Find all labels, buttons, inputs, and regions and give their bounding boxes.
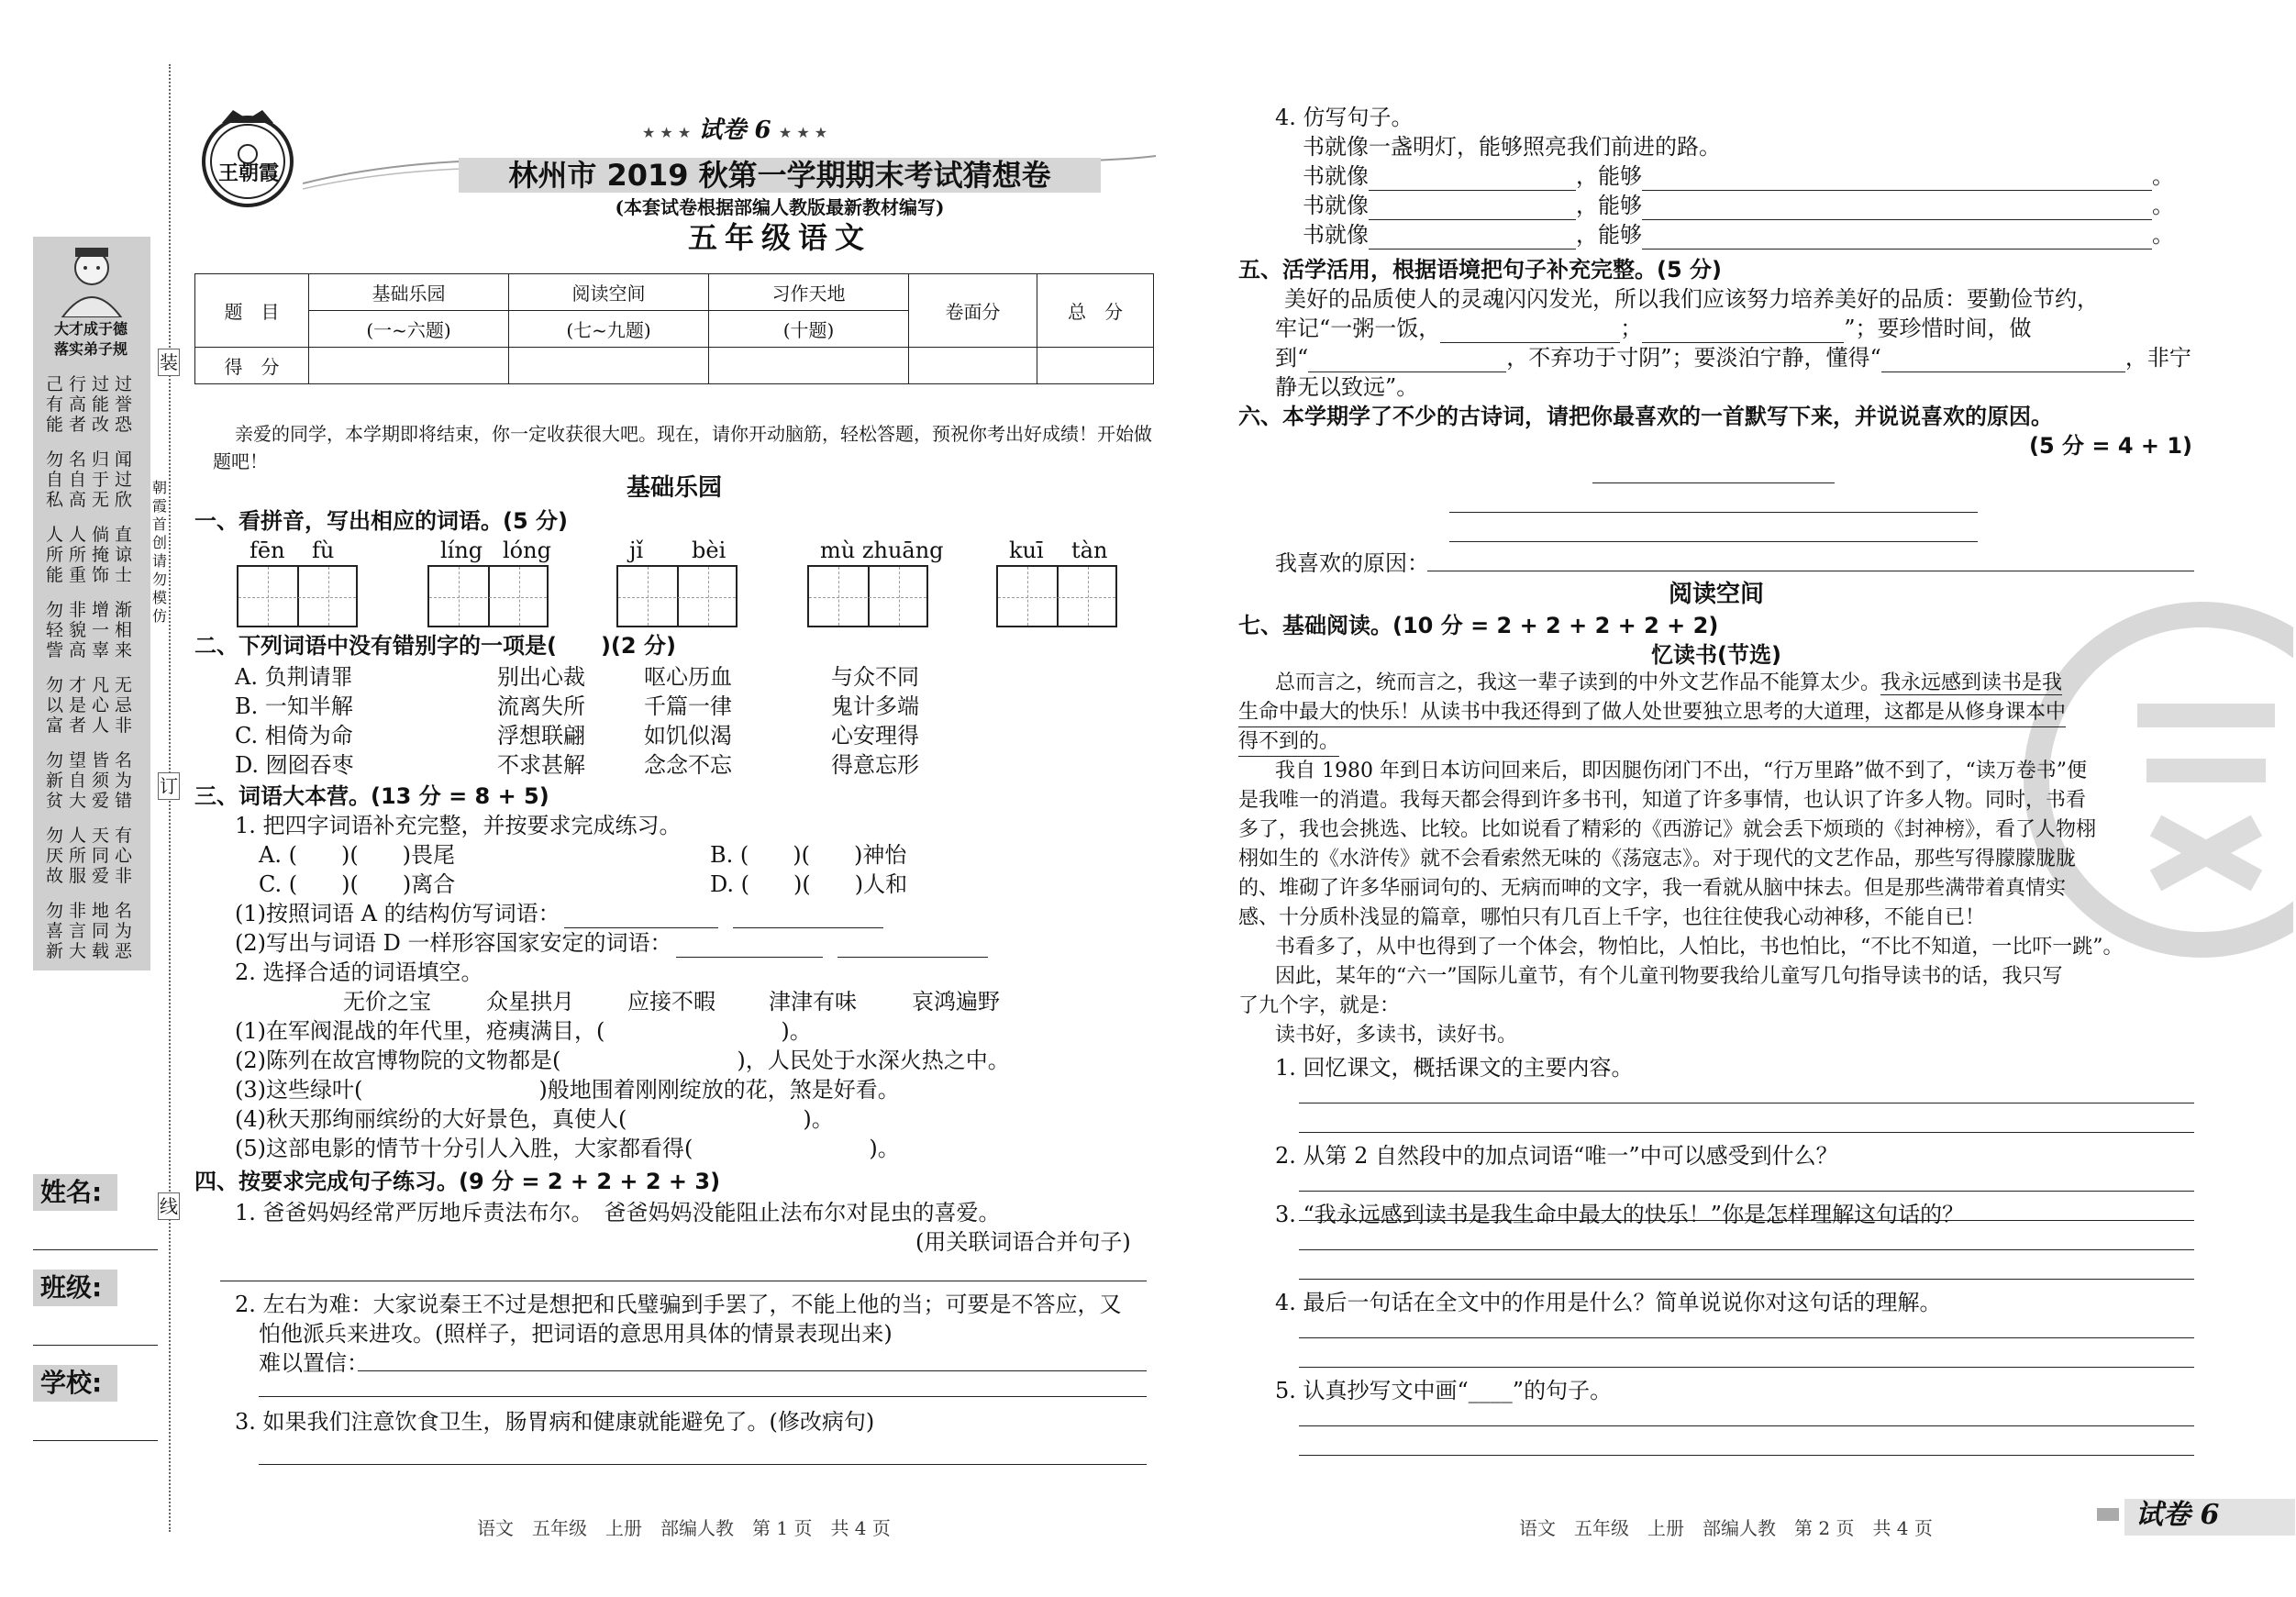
q7-answer-line[interactable] (1299, 1132, 2194, 1133)
motto-verse-line: 能重饰士 (46, 565, 139, 585)
q1-writing-box[interactable] (996, 565, 1117, 627)
name-label: 姓名: (33, 1174, 117, 1211)
footer-tag-decor (2097, 1508, 2119, 1521)
q4b-fill-row (1303, 220, 2174, 250)
q3-fill-a[interactable]: A. ( )( )畏尾 (259, 842, 456, 868)
q3-p1-blank[interactable] (564, 906, 718, 928)
q4b-mid: ，能够 (1576, 163, 1642, 189)
passage-p1-line2: 生命中最大的快乐！从读书中我还得到了做人处世要独立思考的大道理，这都是从修身课本中 (1238, 699, 2066, 727)
q6-poem-line[interactable] (1449, 512, 1978, 513)
q7-question: 3. “我永远感到读书是我生命中最大的快乐！”你是怎样理解这句话的？ (1275, 1202, 1965, 1227)
exam-subtitle: (本套试卷根据部编人教版最新教材编写) (615, 196, 945, 218)
q3-word-bank-item: 哀鸿遍野 (912, 989, 1000, 1015)
q2-option-text: 得意忘形 (831, 752, 919, 778)
q1-writing-box[interactable] (237, 565, 358, 627)
q5-blank[interactable] (1642, 321, 1844, 343)
q1-pinyin: mù zhuāng (820, 538, 944, 563)
score-col-total: 总 分 (1037, 274, 1154, 348)
q4b-lead: 书就像 (1303, 222, 1369, 248)
q3-p2-blank[interactable] (837, 936, 988, 958)
q1-pinyin: fù (312, 538, 335, 563)
q7-title: 七、基础阅读。(10 分 = 2 + 2 + 2 + 2 + 2) (1238, 613, 1719, 638)
q4b-end: 。 (2152, 163, 2174, 189)
brand-logo-text: 王朝霞 (218, 161, 280, 185)
passage-p1: 总而言之，统而言之，我这一辈子读到的中外文艺作品不能算太少。我永远感到读书是我 (1275, 671, 2063, 694)
q2-option-text: 浮想联翩 (497, 723, 585, 749)
motto-verse-line: 有高能誉 (46, 394, 139, 415)
motto-verse-line: 厌所同心 (46, 846, 139, 866)
section-yuedu-heading: 阅读空间 (1668, 581, 1764, 608)
q4-item2-answer-line[interactable] (358, 1370, 1147, 1371)
q4b-lead: 书就像 (1303, 193, 1369, 218)
q3-fill-d[interactable]: D. ( )( )人和 (710, 871, 908, 897)
name-line[interactable] (33, 1249, 158, 1250)
q1-writing-box[interactable] (427, 565, 549, 627)
q7-answer-line[interactable] (1299, 1279, 2194, 1280)
q3-sub2: 2. 选择合适的词语填空。 (235, 959, 483, 985)
score-cell[interactable] (1037, 348, 1154, 384)
q3-word-bank-item: 津津有味 (769, 989, 857, 1015)
motto-verse-line: 新自须为 (46, 771, 139, 791)
motto-verse-line: 以是心忌 (46, 695, 139, 715)
q3-s3[interactable]: (3)这些绿叶( )般地围着刚刚绽放的花，煞是好看。 (235, 1077, 900, 1103)
motto-verse-line: 勿名归闻 (46, 449, 139, 470)
q2-option-text: 不求甚解 (497, 752, 585, 778)
motto-verse-line: 私高无欣 (46, 490, 139, 510)
q1-pinyin: bèi (692, 538, 727, 563)
q7-question: 5. 认真抄写文中画“____”的句子。 (1275, 1378, 1613, 1403)
passage-p2-line: 的、堆砌了许多华丽词句的、无病而呻的文字，我一看就从脑中抹去。但是那些满带着真情实 (1238, 877, 2067, 900)
motto-verse-line: 新大载恶 (46, 941, 139, 961)
score-cell[interactable] (709, 348, 909, 384)
q5-line4: 静无以致远”。 (1275, 374, 1419, 400)
seal-char-1: 装 (158, 349, 180, 376)
score-range-1: (一~六题) (309, 311, 509, 348)
q4b-title: 4. 仿写句子。 (1275, 105, 1414, 130)
q7-question: 1. 回忆课文，概括课文的主要内容。 (1275, 1055, 1634, 1081)
motto-verse-line: 勿才凡无 (46, 675, 139, 695)
score-cell[interactable] (309, 348, 509, 384)
motto-verse-line: 自自于过 (46, 470, 139, 490)
q5-blank[interactable] (1881, 350, 2125, 372)
motto-verse-line: 能者改恐 (46, 415, 139, 435)
motto-verse-line: 己行过过 (46, 374, 139, 394)
passage-p1-line3: 得不到的。 (1238, 728, 1339, 757)
q4b-blank[interactable] (1642, 169, 2152, 191)
q4b-blank[interactable] (1369, 227, 1576, 250)
q2-option-text[interactable]: A. 负荆请罪 (235, 664, 353, 690)
passage-p2-line: 是我唯一的消遣。我每天都会得到许多书刊，知道了许多事情，也认识了许多人物。同时，书看 (1238, 789, 2087, 812)
q2-option-text: 别出心裁 (497, 664, 585, 690)
q3-word-bank-item: 众星拱月 (486, 989, 574, 1015)
cartoon-scholar-figure (44, 240, 139, 317)
q4b-fill-row (1303, 161, 2174, 191)
q2-option-text: 流离失所 (497, 693, 585, 719)
q2-option-text[interactable]: C. 相倚为命 (235, 723, 353, 749)
score-cell[interactable] (909, 348, 1037, 384)
q1-pinyin: jǐ (629, 538, 644, 563)
score-table (194, 273, 1154, 384)
q3-p2-blank[interactable] (676, 936, 823, 958)
q7-answer-line[interactable] (1299, 1249, 2194, 1250)
q2-option-text[interactable]: D. 囫囵吞枣 (235, 752, 354, 778)
q4b-blank[interactable] (1369, 169, 1576, 191)
passage-underlined: 我永远感到读书是我 (1880, 671, 2063, 694)
q3-s1[interactable]: (1)在军阀混战的年代里，疮痍满目，( )。 (235, 1018, 812, 1044)
q2-title: 二、下列词语中没有错别字的一项是( )(2 分) (194, 633, 676, 659)
motto-verse-line: 勿望皆名 (46, 750, 139, 771)
q6-reason-label: 我喜欢的原因： (1275, 550, 1429, 576)
q2-option-text: 如饥似渴 (644, 723, 732, 749)
q4b-example: 书就像一盏明灯，能够照亮我们前进的路。 (1303, 134, 1721, 160)
passage-p3: 书看多了，从中也得到了一个体会，物怕比，人怕比，书也怕比，“不比不知道，一比吓一跳”。 (1275, 936, 2124, 959)
motto-verse-line: 勿非增渐 (46, 600, 139, 620)
q4-item2b: 怕他派兵来进攻。(照样子，把词语的意思用具体的情景表现出来) (259, 1321, 893, 1347)
q4b-blank[interactable] (1642, 198, 2152, 220)
paper-number-header: ★ ★ ★ 试卷 6 ★ ★ ★ (642, 116, 828, 144)
q5-line2: 牢记“一粥一饭， ； ”；要珍惜时间，做 (1275, 316, 2032, 341)
q1-pinyin: fēn (250, 538, 285, 563)
score-col-xizuo: 习作天地 (709, 274, 909, 311)
q3-s4[interactable]: (4)秋天那绚丽缤纷的大好景色，真使人( )。 (235, 1106, 834, 1132)
q2-option-text: 念念不忘 (644, 752, 732, 778)
q3-s5[interactable]: (5)这部电影的情节十分引人入胜，大家都看得( )。 (235, 1136, 900, 1161)
q1-writing-box[interactable] (616, 565, 738, 627)
q5-line3: 到“ ，不弃功于寸阴”；要淡泊宁静，懂得“ ，非宁 (1275, 345, 2191, 371)
q7-passage-title: 忆读书(节选) (1651, 642, 1781, 668)
q4-item3-answer-line[interactable] (259, 1464, 1147, 1465)
q3-p1-blank[interactable] (733, 906, 883, 928)
footer-left: 语文 五年级 上册 部编人教 第 1 页 共 4 页 (477, 1517, 891, 1539)
section-jichu-heading: 基础乐园 (626, 474, 722, 502)
q4b-end: 。 (2152, 193, 2174, 218)
q2-option-text[interactable]: B. 一知半解 (235, 693, 353, 719)
passage-p4b: 了九个字，就是： (1238, 994, 1401, 1017)
motto-verse-line: 贫大爱错 (46, 791, 139, 811)
passage-p2-line: 多了，我也会挑选、比较。比如说看了精彩的《西游记》就会丢下烦琐的《封神榜》，看了人物栩 (1238, 818, 2097, 841)
q5-blank[interactable] (1440, 321, 1620, 343)
q1-pinyin: tàn (1071, 538, 1108, 563)
q4b-fill-row (1303, 191, 2174, 220)
q3-word-bank-item: 应接不暇 (627, 989, 715, 1015)
q4b-mid: ，能够 (1576, 193, 1642, 218)
footer-right: 语文 五年级 上册 部编人教 第 2 页 共 4 页 (1519, 1517, 1933, 1539)
intro-text: 亲爱的同学，本学期即将结束，你一定收获很大吧。现在，请你开动脑筋，轻松答题，预祝你考出好成绩！开始做题吧！ (213, 423, 1152, 472)
q6-poem-line[interactable] (1449, 541, 1978, 542)
motto-verse-line: 勿非地名 (46, 901, 139, 921)
motto-verse-line: 人人倘直 (46, 525, 139, 545)
q1-pinyin: líng (440, 538, 483, 563)
q4-item1: 1. 爸爸妈妈经常严厉地斥责法布尔。 爸爸妈妈没能阻止法布尔对昆虫的喜爱。 (235, 1200, 1001, 1225)
seal-char-3: 线 (158, 1192, 180, 1220)
q4b-lead: 书就像 (1303, 163, 1369, 189)
q5-blank[interactable] (1308, 350, 1506, 372)
q2-option-text: 与众不同 (831, 664, 919, 690)
q3-word-bank-item: 无价之宝 (343, 989, 431, 1015)
q2-option-text: 千篇一律 (644, 693, 732, 719)
school-line[interactable] (33, 1440, 158, 1441)
q3-fill-b[interactable]: B. ( )( )神怡 (710, 842, 907, 868)
q3-s2[interactable]: (2)陈列在故宫博物院的文物都是( )，人民处于水深火热之中。 (235, 1048, 1010, 1073)
q1-pinyin: kuī (1009, 538, 1044, 563)
motto-verse-line: 喜言同为 (46, 921, 139, 941)
passage-p2-line: 栩如生的《水浒传》就不会看索然无味的《荡寇志》。对于现代的文艺作品，那些写得朦朦胧胧 (1238, 848, 2077, 871)
footer-paper-tag: 试卷 6 (2135, 1499, 2220, 1531)
motto-title: 大才成于德 落实弟子规 (53, 320, 128, 358)
q4-item1-req: (用关联词语合并句子) (915, 1229, 1131, 1255)
q4b-blank[interactable] (1369, 198, 1576, 220)
q7-answer-line[interactable] (1299, 1337, 2194, 1338)
school-label: 学校: (33, 1365, 117, 1402)
q7-answer-line[interactable] (1299, 1191, 2194, 1192)
q7-question: 2. 从第 2 自然段中的加点词语“唯一”中可以感受到什么？ (1275, 1143, 1838, 1169)
q6-score: (5 分 = 4 + 1) (2029, 433, 2193, 459)
passage-p4a: 因此，某年的“六一”国际儿童节，有个儿童刊物要我给儿童写几句指导读书的话，我只写 (1275, 965, 2063, 988)
motto-verse-line: 轻貌一相 (46, 620, 139, 640)
q7-answer-line[interactable] (1299, 1455, 2194, 1456)
q2-option-text: 心安理得 (831, 723, 919, 749)
q7-answer-line[interactable] (1299, 1425, 2194, 1426)
score-col-yuedu: 阅读空间 (509, 274, 709, 311)
q2-option-text: 呕心历血 (644, 664, 732, 690)
q2-option-text: 鬼计多端 (831, 693, 919, 719)
q3-fill-c[interactable]: C. ( )( )离合 (259, 871, 456, 897)
class-line[interactable] (33, 1345, 158, 1346)
grade-subject: 五年级语文 (687, 220, 871, 255)
q6-poem-title-line[interactable] (1592, 482, 1835, 483)
q4-title: 四、按要求完成句子练习。(9 分 = 2 + 2 + 2 + 3) (194, 1169, 721, 1194)
q4-item2-answer-line[interactable] (259, 1396, 1147, 1397)
q4b-mid: ，能够 (1576, 222, 1642, 248)
q3-p2: (2)写出与词语 D 一样形容国家安定的词语： (235, 928, 988, 958)
score-cell[interactable] (509, 348, 709, 384)
score-col-topic: 题 目 (195, 274, 309, 348)
q4-item3: 3. 如果我们注意饮食卫生，肠胃病和健康就能避免了。(修改病句) (235, 1409, 875, 1435)
q3-title: 三、词语大本营。(13 分 = 8 + 5) (194, 783, 549, 809)
motto-verse-line: 所所掩谅 (46, 545, 139, 565)
motto-verse-line: 勿人天有 (46, 826, 139, 846)
q7-question: 4. 最后一句话在全文中的作用是什么？简单说说你对这句话的理解。 (1275, 1290, 1942, 1315)
q4-item2a: 2. 左右为难：大家说秦王不过是想把和氏璧骗到手罢了，不能上他的当；可要是不答应，又 (235, 1292, 1122, 1317)
motto-verse-line: 故服爱非 (46, 866, 139, 886)
motto-verse-line: 訾高辜来 (46, 640, 139, 660)
q4-item2c: 难以置信： (259, 1350, 369, 1376)
seal-char-2: 订 (158, 772, 180, 800)
q4b-end: 。 (2152, 222, 2174, 248)
passage-p2-line: 我自 1980 年到日本访问回来后，即因腿伤闭门不出，“行万里路”做不到了，“读万卷书”便 (1275, 760, 2087, 782)
vertical-note: 朝霞首创请勿模仿 (152, 479, 168, 625)
q4b-blank[interactable] (1642, 227, 2152, 250)
q1-title: 一、看拼音，写出相应的词语。(5 分) (194, 508, 568, 534)
q5-line1: 美好的品质使人的灵魂闪闪发光，所以我们应该努力培养美好的品质：要勤俭节约， (1284, 286, 2099, 312)
q1-writing-box[interactable] (807, 565, 928, 627)
score-row-label: 得 分 (195, 348, 309, 384)
q3-sub1: 1. 把四字词语补充完整，并按要求完成练习。 (235, 813, 682, 838)
score-col-jichu: 基础乐园 (309, 274, 509, 311)
score-range-2: (七~九题) (509, 311, 709, 348)
q3-p1: (1)按照词语 A 的结构仿写词语： (235, 899, 883, 928)
score-col-juanmian: 卷面分 (909, 274, 1037, 348)
q6-title: 六、本学期学了不少的古诗词，请把你最喜欢的一首默写下来，并说说喜欢的原因。 (1238, 404, 2053, 429)
q7-answer-line[interactable] (1299, 1367, 2194, 1368)
score-range-3: (十题) (709, 311, 909, 348)
q1-pinyin: lóng (503, 538, 551, 563)
passage-p2-line: 感、十分质朴浅显的篇章，哪怕只有几百上千字，也往往使我心动神移，不能自已！ (1238, 906, 1986, 929)
class-label: 班级: (33, 1270, 117, 1306)
motto-verse-line: 富者人非 (46, 715, 139, 736)
exam-title: 林州市 2019 秋第一学期期末考试猜想卷 (508, 158, 1051, 193)
q5-title: 五、活学活用，根据语境把句子补充完整。(5 分) (1238, 257, 1722, 283)
passage-p5: 读书好，多读书，读好书。 (1275, 1024, 1518, 1047)
